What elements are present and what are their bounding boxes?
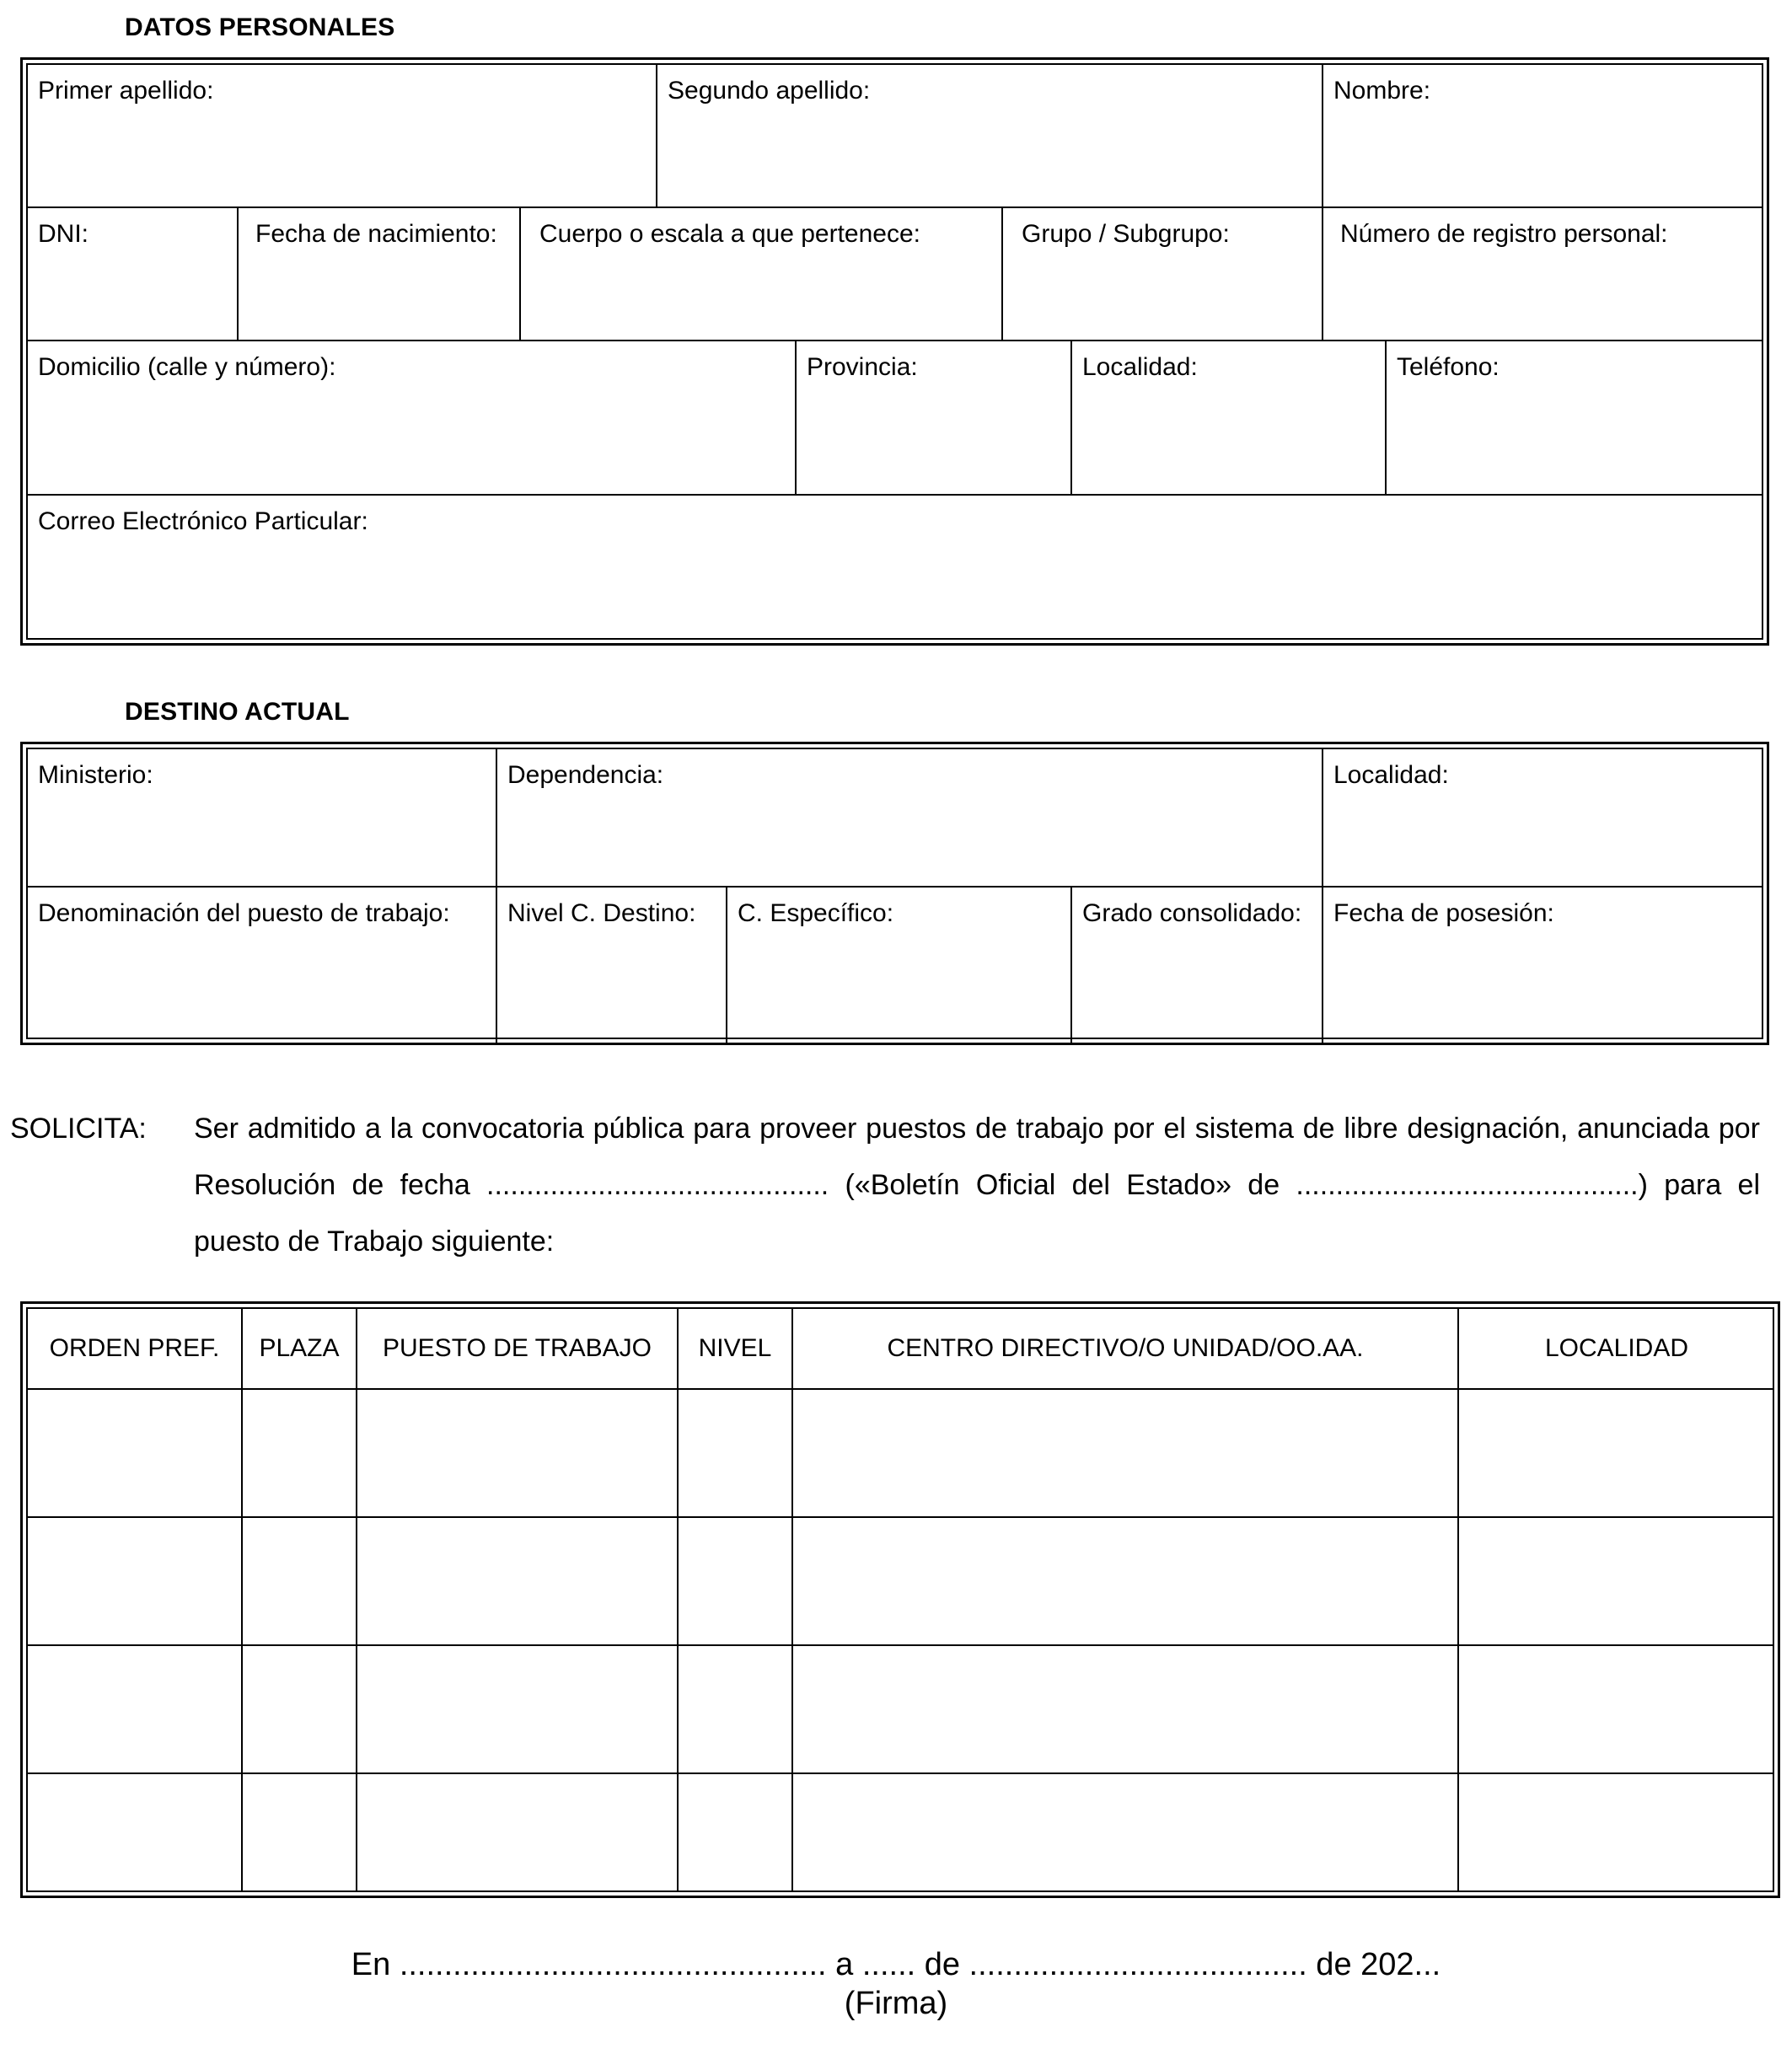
ministerio-label: Ministerio: xyxy=(38,761,153,789)
datos-personales-box xyxy=(20,57,1769,646)
field-numero-registro[interactable] xyxy=(1323,208,1668,249)
table-row[interactable] xyxy=(28,1390,1773,1516)
table-row[interactable] xyxy=(28,1518,1773,1644)
field-fecha-posesion[interactable] xyxy=(1323,888,1554,928)
grado-consolidado-label: Grado consolidado: xyxy=(1082,899,1302,927)
localidad-label: Localidad: xyxy=(1082,353,1198,381)
field-telefono[interactable] xyxy=(1387,341,1500,382)
plazas-table xyxy=(20,1301,1780,1898)
grupo-subgrupo-label: Grupo / Subgrupo: xyxy=(1022,220,1230,248)
field-fecha-nacimiento[interactable] xyxy=(239,208,497,249)
fecha-nacimiento-label: Fecha de nacimiento: xyxy=(255,220,497,248)
solicita-line-3: puesto de Trabajo siguiente: xyxy=(194,1225,555,1258)
table-row[interactable] xyxy=(28,1646,1773,1772)
field-nombre[interactable] xyxy=(1323,65,1430,105)
place-date-line[interactable]: En ................................................ a ...... de ...................................... de 202... xyxy=(351,1947,1441,1982)
telefono-label: Teléfono: xyxy=(1397,353,1500,381)
field-provincia[interactable] xyxy=(797,341,918,382)
denominacion-puesto-label: Denominación del puesto de trabajo: xyxy=(38,899,450,927)
table-row[interactable] xyxy=(28,1774,1773,1896)
segundo-apellido-label: Segundo apellido: xyxy=(668,77,871,105)
destino-actual-box xyxy=(20,742,1769,1045)
provincia-label: Provincia: xyxy=(807,353,918,381)
dni-label: DNI: xyxy=(38,220,89,248)
firma-label: (Firma) xyxy=(844,1986,948,2021)
nivel-c-destino-label: Nivel C. Destino: xyxy=(507,899,696,927)
field-destino-localidad[interactable] xyxy=(1323,749,1449,790)
header-puesto-trabajo: PUESTO DE TRABAJO xyxy=(383,1334,652,1362)
field-grupo-subgrupo[interactable] xyxy=(1003,208,1230,249)
destino-actual-title: DESTINO ACTUAL xyxy=(125,698,350,726)
header-nivel: NIVEL xyxy=(698,1334,772,1362)
header-centro-directivo: CENTRO DIRECTIVO/O UNIDAD/OO.AA. xyxy=(887,1334,1364,1362)
field-primer-apellido[interactable] xyxy=(28,65,213,105)
field-nivel-c-destino[interactable] xyxy=(497,888,695,928)
header-localidad: LOCALIDAD xyxy=(1544,1334,1689,1362)
destino-localidad-label: Localidad: xyxy=(1333,761,1449,789)
fecha-posesion-label: Fecha de posesión: xyxy=(1333,899,1554,927)
primer-apellido-label: Primer apellido: xyxy=(38,77,214,105)
correo-label: Correo Electrónico Particular: xyxy=(38,507,368,535)
field-correo[interactable] xyxy=(28,496,368,536)
field-segundo-apellido[interactable] xyxy=(657,65,870,105)
c-especifico-label: C. Específico: xyxy=(738,899,894,927)
header-plaza: PLAZA xyxy=(259,1334,340,1362)
datos-personales-title: DATOS PERSONALES xyxy=(125,13,395,41)
field-c-especifico[interactable] xyxy=(727,888,893,928)
field-ministerio[interactable] xyxy=(28,749,153,790)
numero-registro-label: Número de registro personal: xyxy=(1340,220,1668,248)
domicilio-label: Domicilio (calle y número): xyxy=(38,353,336,381)
field-localidad[interactable] xyxy=(1072,341,1198,382)
field-cuerpo-escala[interactable] xyxy=(521,208,920,249)
cuerpo-escala-label: Cuerpo o escala a que pertenece: xyxy=(539,220,920,248)
solicita-line-1: Ser admitido a la convocatoria pública para proveer puestos de trabajo por el sistema de libre designación, anunciada por xyxy=(194,1113,1760,1145)
header-orden-pref: ORDEN PREF. xyxy=(49,1334,220,1362)
field-dependencia[interactable] xyxy=(497,749,663,790)
solicita-line-2: Resolución de fecha ........................................... («Boletín Oficial del Estado» de ...........................................) para el xyxy=(194,1169,1760,1201)
nombre-label: Nombre: xyxy=(1333,77,1431,105)
field-grado-consolidado[interactable] xyxy=(1072,888,1301,928)
field-dni[interactable] xyxy=(28,208,89,249)
solicita-label: SOLICITA: xyxy=(10,1113,147,1145)
field-domicilio[interactable] xyxy=(28,341,335,382)
field-denominacion-puesto[interactable] xyxy=(28,888,450,928)
dependencia-label: Dependencia: xyxy=(507,761,664,789)
